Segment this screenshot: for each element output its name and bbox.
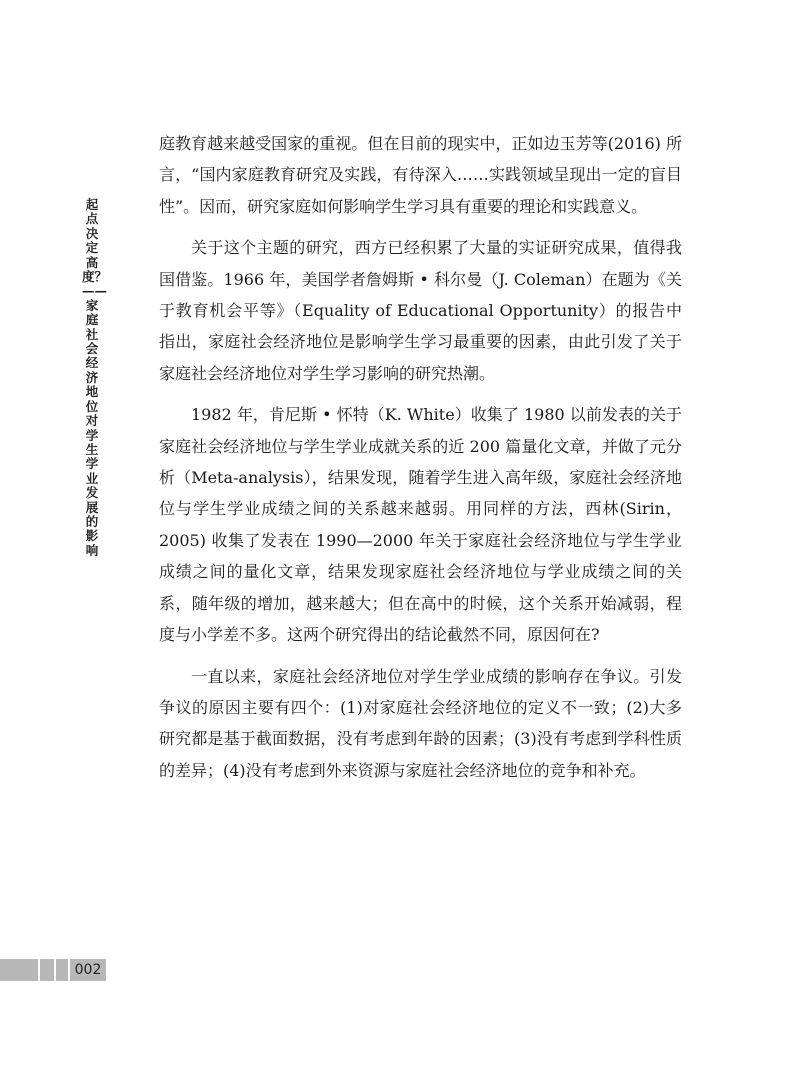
running-head: 起点决定高度？——家庭社会经济地位对学生学业发展的影响 [82,197,108,558]
footer-bar [56,959,68,981]
paragraph-2: 关于这个主题的研究，西方已经积累了大量的实证研究成果，值得我国借鉴。1966 年，美国学者詹姆斯 • 科尔曼（J. Coleman）在题为《关于教育机会平等》（Equality of Educational Opportunity）的报告中指出，家庭社会经济地位是影响学生学习最重要的因素，由此引发了关于家庭社会经济地位对学生学习影响的研究热潮。 [159,238,682,383]
body-text [159,128,682,786]
footer-bar [0,959,38,981]
paragraph-3: 1982 年，肯尼斯 • 怀特（K. White）收集了 1980 以前发表的关于家庭社会经济地位与学生学业成就关系的近 200 篇量化文章，并做了元分析（Meta-analysis），结果发现，随着学生进入高年级，家庭社会经济地位与学生学业成绩之间的关系越来越弱。用同样的方法，西林(Sirin，2005) 收集了发表在 1990—2000 年关于家庭社会经济地位与学生学业成绩之间的量化文章，结果发现家庭社会经济地位与学业成绩之间的关系，随年级的增加，越来越大；但在高中的时候，这个关系开始减弱，程度与小学差不多。这两个研究得出的结论截然不同，原因何在? [159,405,682,645]
paragraph-4: 一直以来，家庭社会经济地位对学生学业成绩的影响存在争议。引发争议的原因主要有四个：(1)对家庭社会经济地位的定义不一致；(2)大多研究都是基于截面数据，没有考虑到年龄的因素；(3)没有考虑到学科性质的差异；(4)没有考虑到外来资源与家庭社会经济地位的竞争和补充。 [159,666,682,780]
paragraph-1: 庭教育越来越受国家的重视。但在目前的现实中，正如边玉芳等(2016) 所言，“国内家庭教育研究及实践，有待深入……实践领域呈现出一定的盲目性”。因而，研究家庭如何影响学生学习具有重要的理论和实践意义。 [159,134,682,216]
page-number: 002 [70,959,106,981]
footer-bar [40,959,54,981]
